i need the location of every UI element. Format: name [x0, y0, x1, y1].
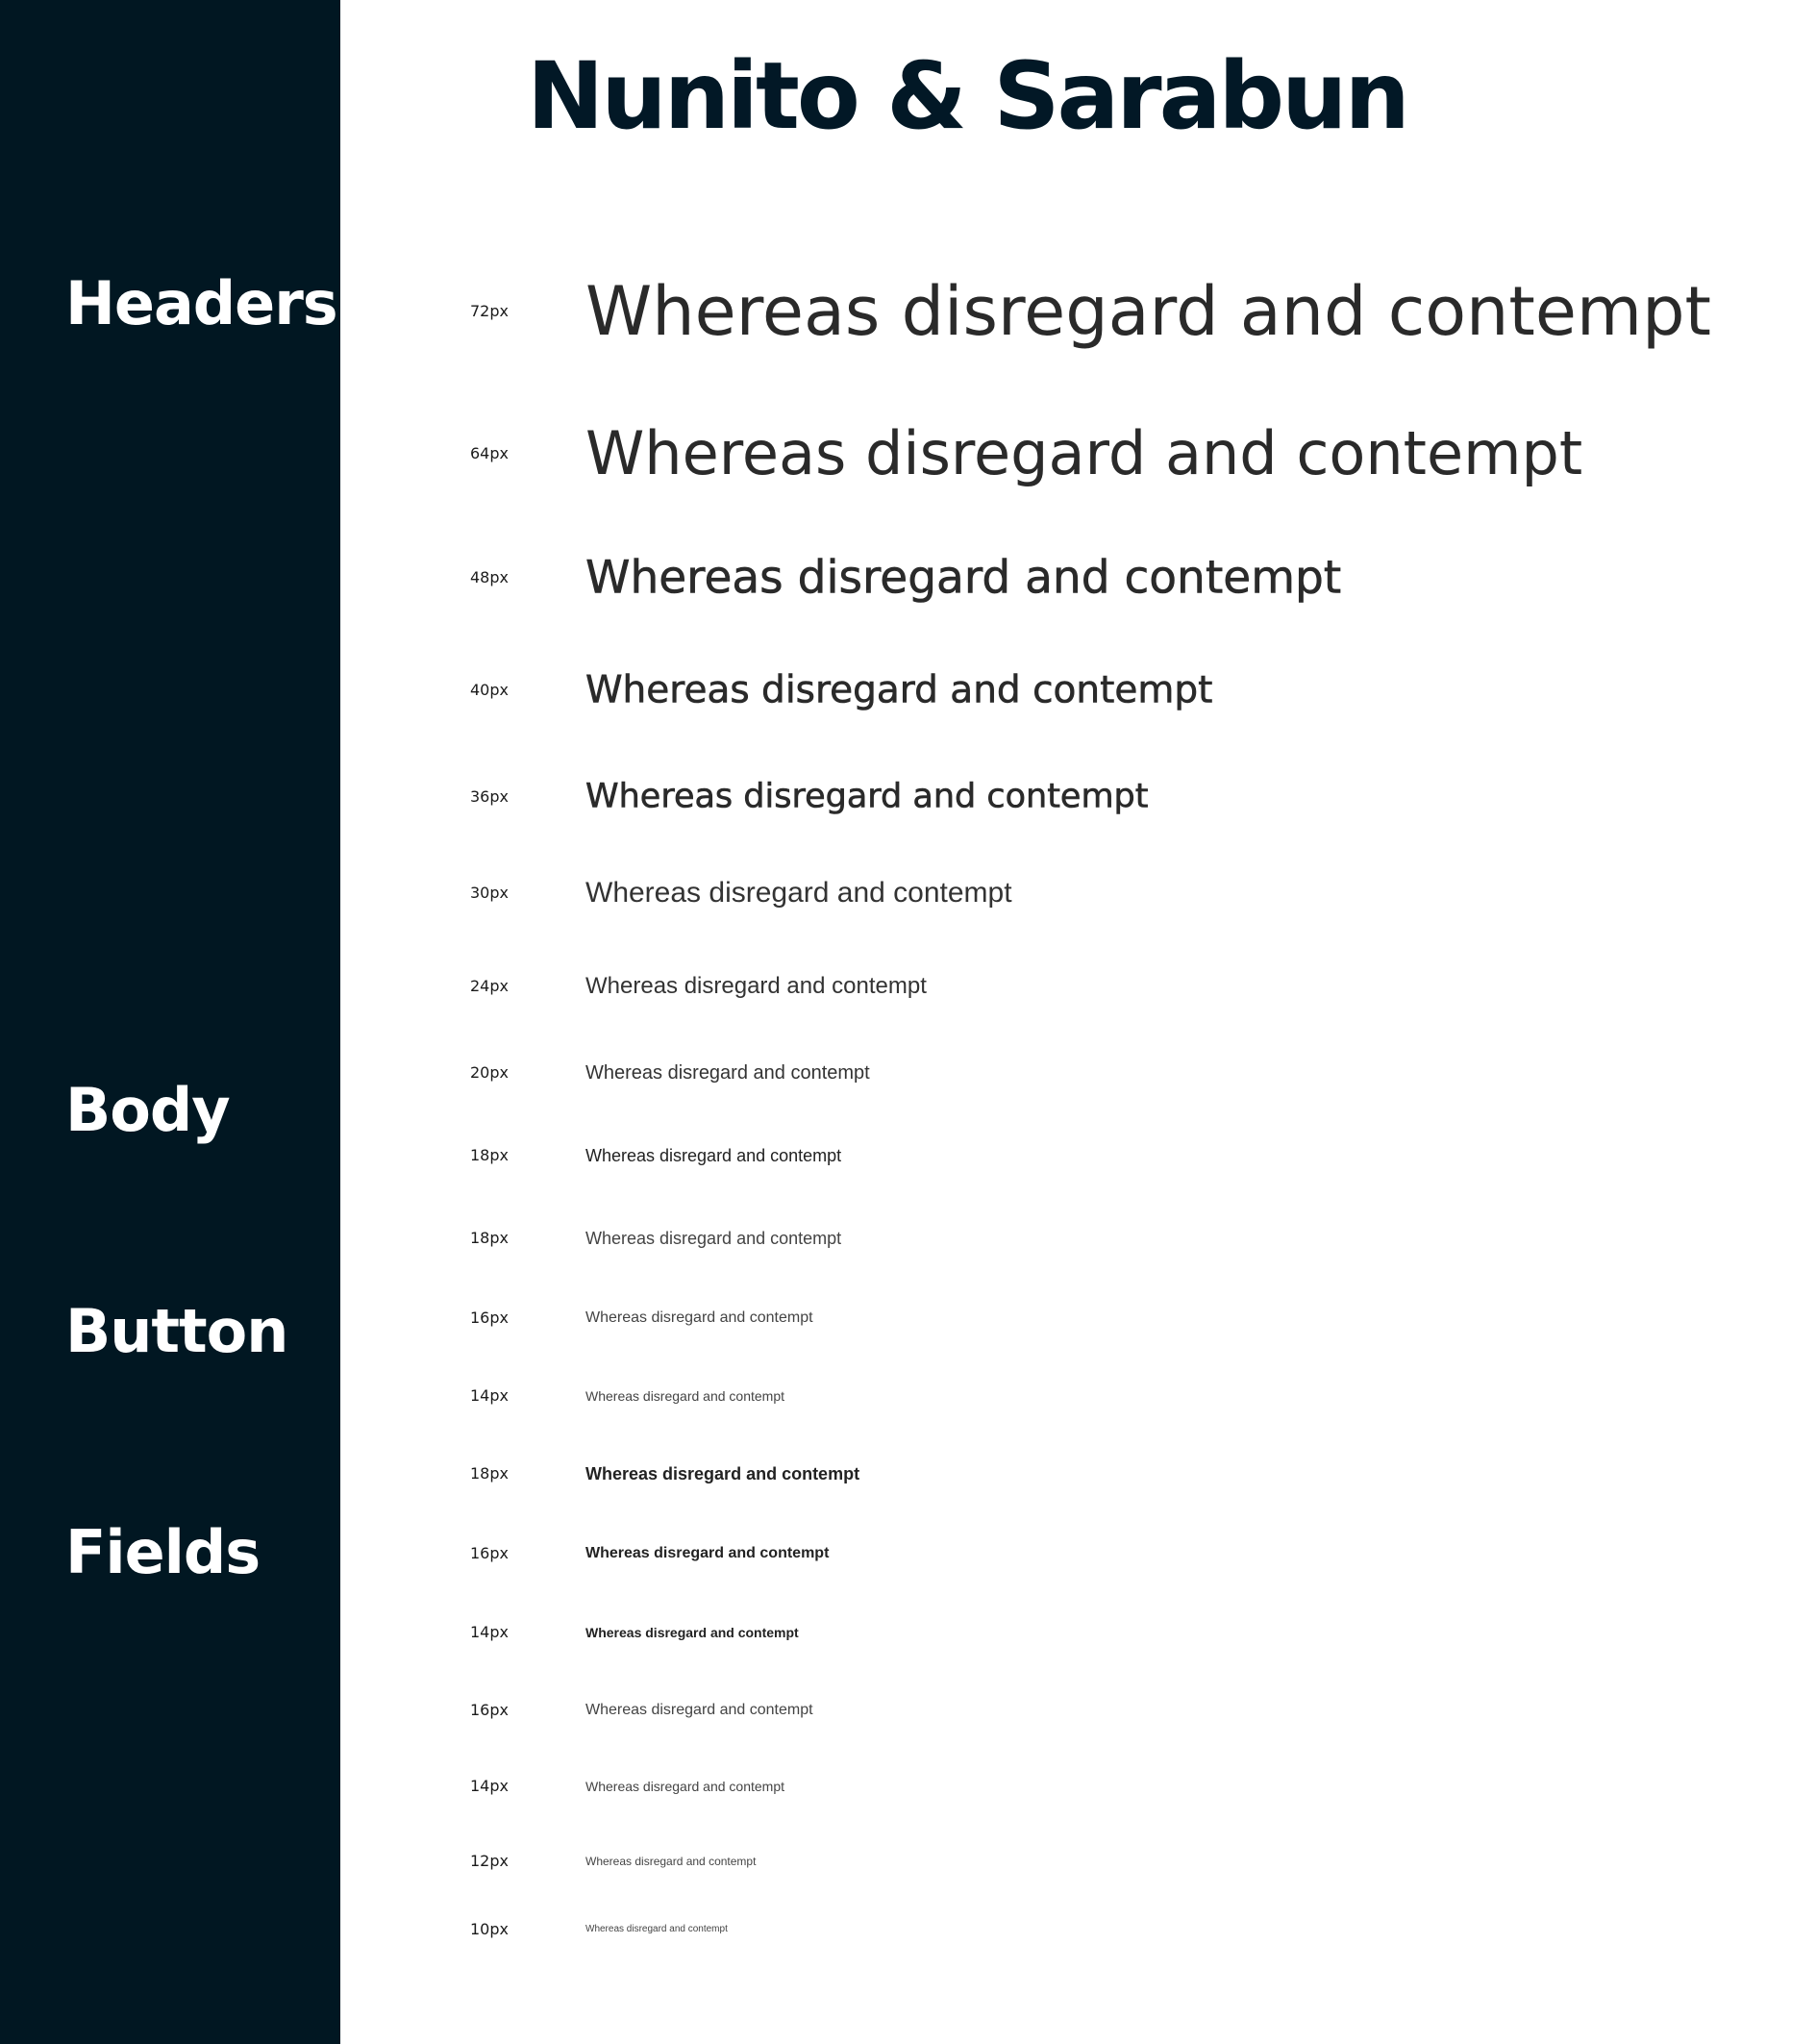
size-label: 24px	[470, 977, 509, 995]
size-label: 12px	[470, 1852, 509, 1870]
sample-text: Whereas disregard and contempt	[585, 1779, 784, 1794]
sample-text: Whereas disregard and contempt	[585, 1545, 830, 1561]
size-label: 30px	[470, 884, 509, 902]
section-label-body: Body	[65, 1075, 230, 1145]
sample-text: Whereas disregard and contempt	[585, 1229, 842, 1248]
sample-text: Whereas disregard and contempt	[585, 668, 1213, 712]
sample-text: Whereas disregard and contempt	[585, 777, 1149, 816]
section-label-headers: Headers	[65, 268, 337, 338]
size-label: 40px	[470, 681, 509, 699]
size-label: 14px	[470, 1777, 509, 1795]
size-label: 18px	[470, 1229, 509, 1247]
sample-text: Whereas disregard and contempt	[585, 418, 1583, 488]
size-label: 18px	[470, 1146, 509, 1164]
size-label: 72px	[470, 302, 509, 320]
size-label: 16px	[470, 1701, 509, 1719]
size-label: 36px	[470, 787, 509, 806]
sample-text: Whereas disregard and contempt	[585, 1855, 757, 1868]
size-label: 64px	[470, 444, 509, 462]
sample-text: Whereas disregard and contempt	[585, 1309, 813, 1326]
sample-text: Whereas disregard and contempt	[585, 272, 1711, 351]
page-title: Nunito & Sarabun	[527, 42, 1407, 150]
size-label: 10px	[470, 1920, 509, 1938]
size-label: 48px	[470, 568, 509, 586]
sample-text: Whereas disregard and contempt	[585, 1464, 860, 1483]
sample-text: Whereas disregard and contempt	[585, 1702, 813, 1718]
size-label: 20px	[470, 1063, 509, 1082]
sample-text: Whereas disregard and contempt	[585, 1388, 784, 1404]
sample-text: Whereas disregard and contempt	[585, 551, 1342, 605]
sample-text: Whereas disregard and contempt	[585, 1146, 842, 1165]
sample-text: Whereas disregard and contempt	[585, 973, 927, 999]
sidebar	[0, 0, 340, 2044]
section-label-button: Button	[65, 1296, 288, 1366]
size-label: 14px	[470, 1386, 509, 1405]
section-label-fields: Fields	[65, 1517, 261, 1587]
size-label: 16px	[470, 1309, 509, 1327]
size-label: 14px	[470, 1623, 509, 1641]
sample-text: Whereas disregard and contempt	[585, 877, 1012, 909]
size-label: 18px	[470, 1464, 509, 1483]
sample-text: Whereas disregard and contempt	[585, 1625, 799, 1640]
sample-text: Whereas disregard and contempt	[585, 1062, 870, 1084]
sample-text: Whereas disregard and contempt	[585, 1924, 728, 1934]
size-label: 16px	[470, 1544, 509, 1562]
